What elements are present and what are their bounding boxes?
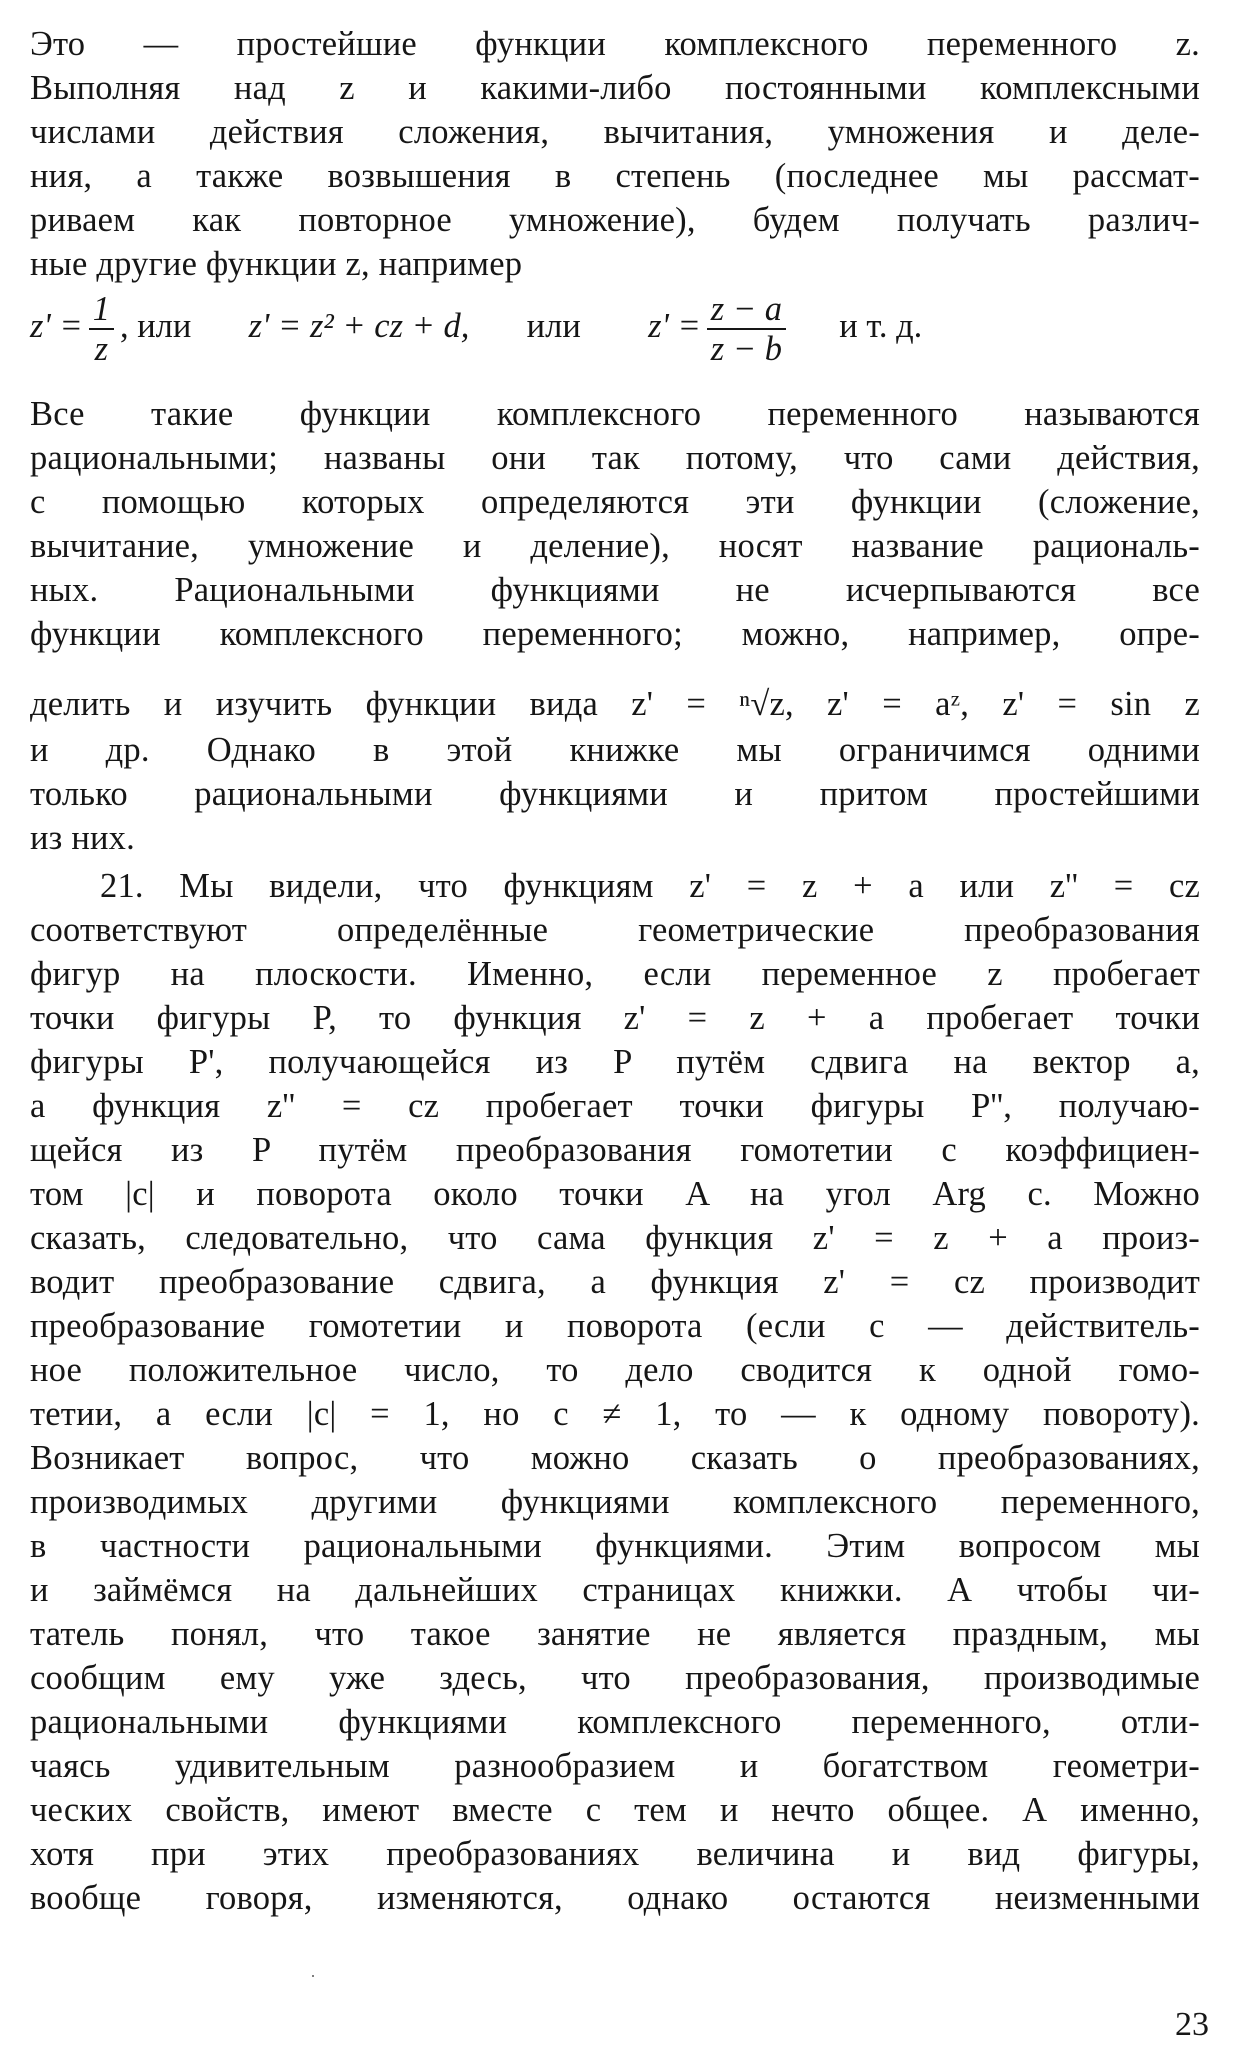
fraction-numerator: 1 (89, 290, 114, 330)
formula-tail: и т. д. (839, 306, 923, 345)
fraction-denominator: z (94, 330, 109, 368)
text-line: в частности рациональными функциями. Этим вопросом мы (30, 1527, 1200, 1565)
text-line: ния, а также возвышения в степень (последнее мы рассмат- (30, 157, 1200, 195)
formula-separator: , или (119, 306, 192, 345)
text-line: Это — простейшие функции комплексного переменного z. (30, 25, 1200, 63)
text-line: щейся из P путём преобразования гомотетии с коэффициен- (30, 1131, 1200, 1169)
text-line: чаясь удивительным разнообразием и богатством геометри- (30, 1747, 1200, 1785)
text-line: вычитание, умножение и деление), носят название рациональ- (30, 527, 1200, 565)
book-page (30, 22, 1210, 2052)
text-line: рациональными; названы они так потому, что сами действия, (30, 439, 1200, 477)
text-line: водит преобразование сдвига, а функция z' = cz производит (30, 1263, 1200, 1301)
text-line: том |c| и поворота около точки A на угол Arg c. Можно (30, 1175, 1200, 1213)
text-line: только рациональными функциями и притом простейшими (30, 775, 1200, 813)
text-line: Выполняя над z и какими-либо постоянными комплексными (30, 69, 1200, 107)
text-line: и займёмся на дальнейших страницах книжки. А чтобы чи- (30, 1571, 1200, 1609)
text-line: а функция z'' = cz пробегает точки фигуры P'', получаю- (30, 1087, 1200, 1125)
text-line: татель понял, что такое занятие не является праздным, мы (30, 1615, 1200, 1653)
text-line: хотя при этих преобразованиях величина и вид фигуры, (30, 1835, 1200, 1873)
formula-quadratic: z' = z² + cz + d, (248, 306, 470, 345)
fraction-1/z (89, 290, 114, 368)
text-line: тетии, а если |c| = 1, но c ≠ 1, то — к одному повороту). (30, 1395, 1200, 1433)
text-line: ных. Рациональными функциями не исчерпываются все (30, 571, 1200, 609)
text-line: ные другие функции z, например (30, 245, 523, 283)
formula-lhs-1: z' = (30, 306, 83, 345)
text-line: фигуры P', получающейся из P путём сдвига на вектор a, (30, 1043, 1200, 1081)
page-number: 23 (1175, 2006, 1209, 2043)
fraction-numerator: z − a (707, 290, 786, 330)
text-line: числами действия сложения, вычитания, умножения и деле- (30, 113, 1200, 151)
text-line: сказать, следовательно, что сама функция z' = z + a произ- (30, 1219, 1200, 1257)
text-line-radical: делить и изучить функции вида z' = ⁿ√z, z' = aᶻ, z' = sin z (30, 685, 1200, 723)
text-line: соответствуют определённые геометрические преобразования (30, 911, 1200, 949)
text-line: Возникает вопрос, что можно сказать о преобразованиях, (30, 1439, 1200, 1477)
print-speck (312, 1975, 314, 1977)
text-line: вообще говоря, изменяются, однако остаются неизменными (30, 1879, 1200, 1917)
text-line: точки фигуры P, то функция z' = z + a пробегает точки (30, 999, 1200, 1037)
text-line: сообщим ему уже здесь, что преобразования, производимые (30, 1659, 1200, 1697)
formula-lhs-3: z' = (648, 306, 701, 345)
text-line: Все такие функции комплексного переменного называются (30, 395, 1200, 433)
text-line: фигур на плоскости. Именно, если переменное z пробегает (30, 955, 1200, 993)
formula-separator: или (526, 306, 581, 345)
text-line: ческих свойств, имеют вместе с тем и нечто общее. А именно, (30, 1791, 1200, 1829)
text-line: риваем как повторное умножение), будем получать различ- (30, 201, 1200, 239)
text-line: преобразование гомотетии и поворота (если c — действитель- (30, 1307, 1200, 1345)
fraction-denominator: z − b (710, 330, 782, 368)
text-line: с помощью которых определяются эти функции (сложение, (30, 483, 1200, 521)
text-line: и др. Однако в этой книжке мы ограничимся одними (30, 731, 1200, 769)
text-line: из них. (30, 819, 135, 857)
section-21-first-line: 21. Мы видели, что функциям z' = z + a или z'' = cz (100, 867, 1200, 905)
text-line: ное положительное число, то дело сводится к одной гомо- (30, 1351, 1200, 1389)
text-line: производимых другими функциями комплексного переменного, (30, 1483, 1200, 1521)
fraction-z-a-over-z-b (707, 290, 786, 368)
text-line: рациональными функциями комплексного переменного, отли- (30, 1703, 1200, 1741)
text-line: функции комплексного переменного; можно, например, опре- (30, 615, 1200, 653)
formula-line (30, 290, 1200, 380)
